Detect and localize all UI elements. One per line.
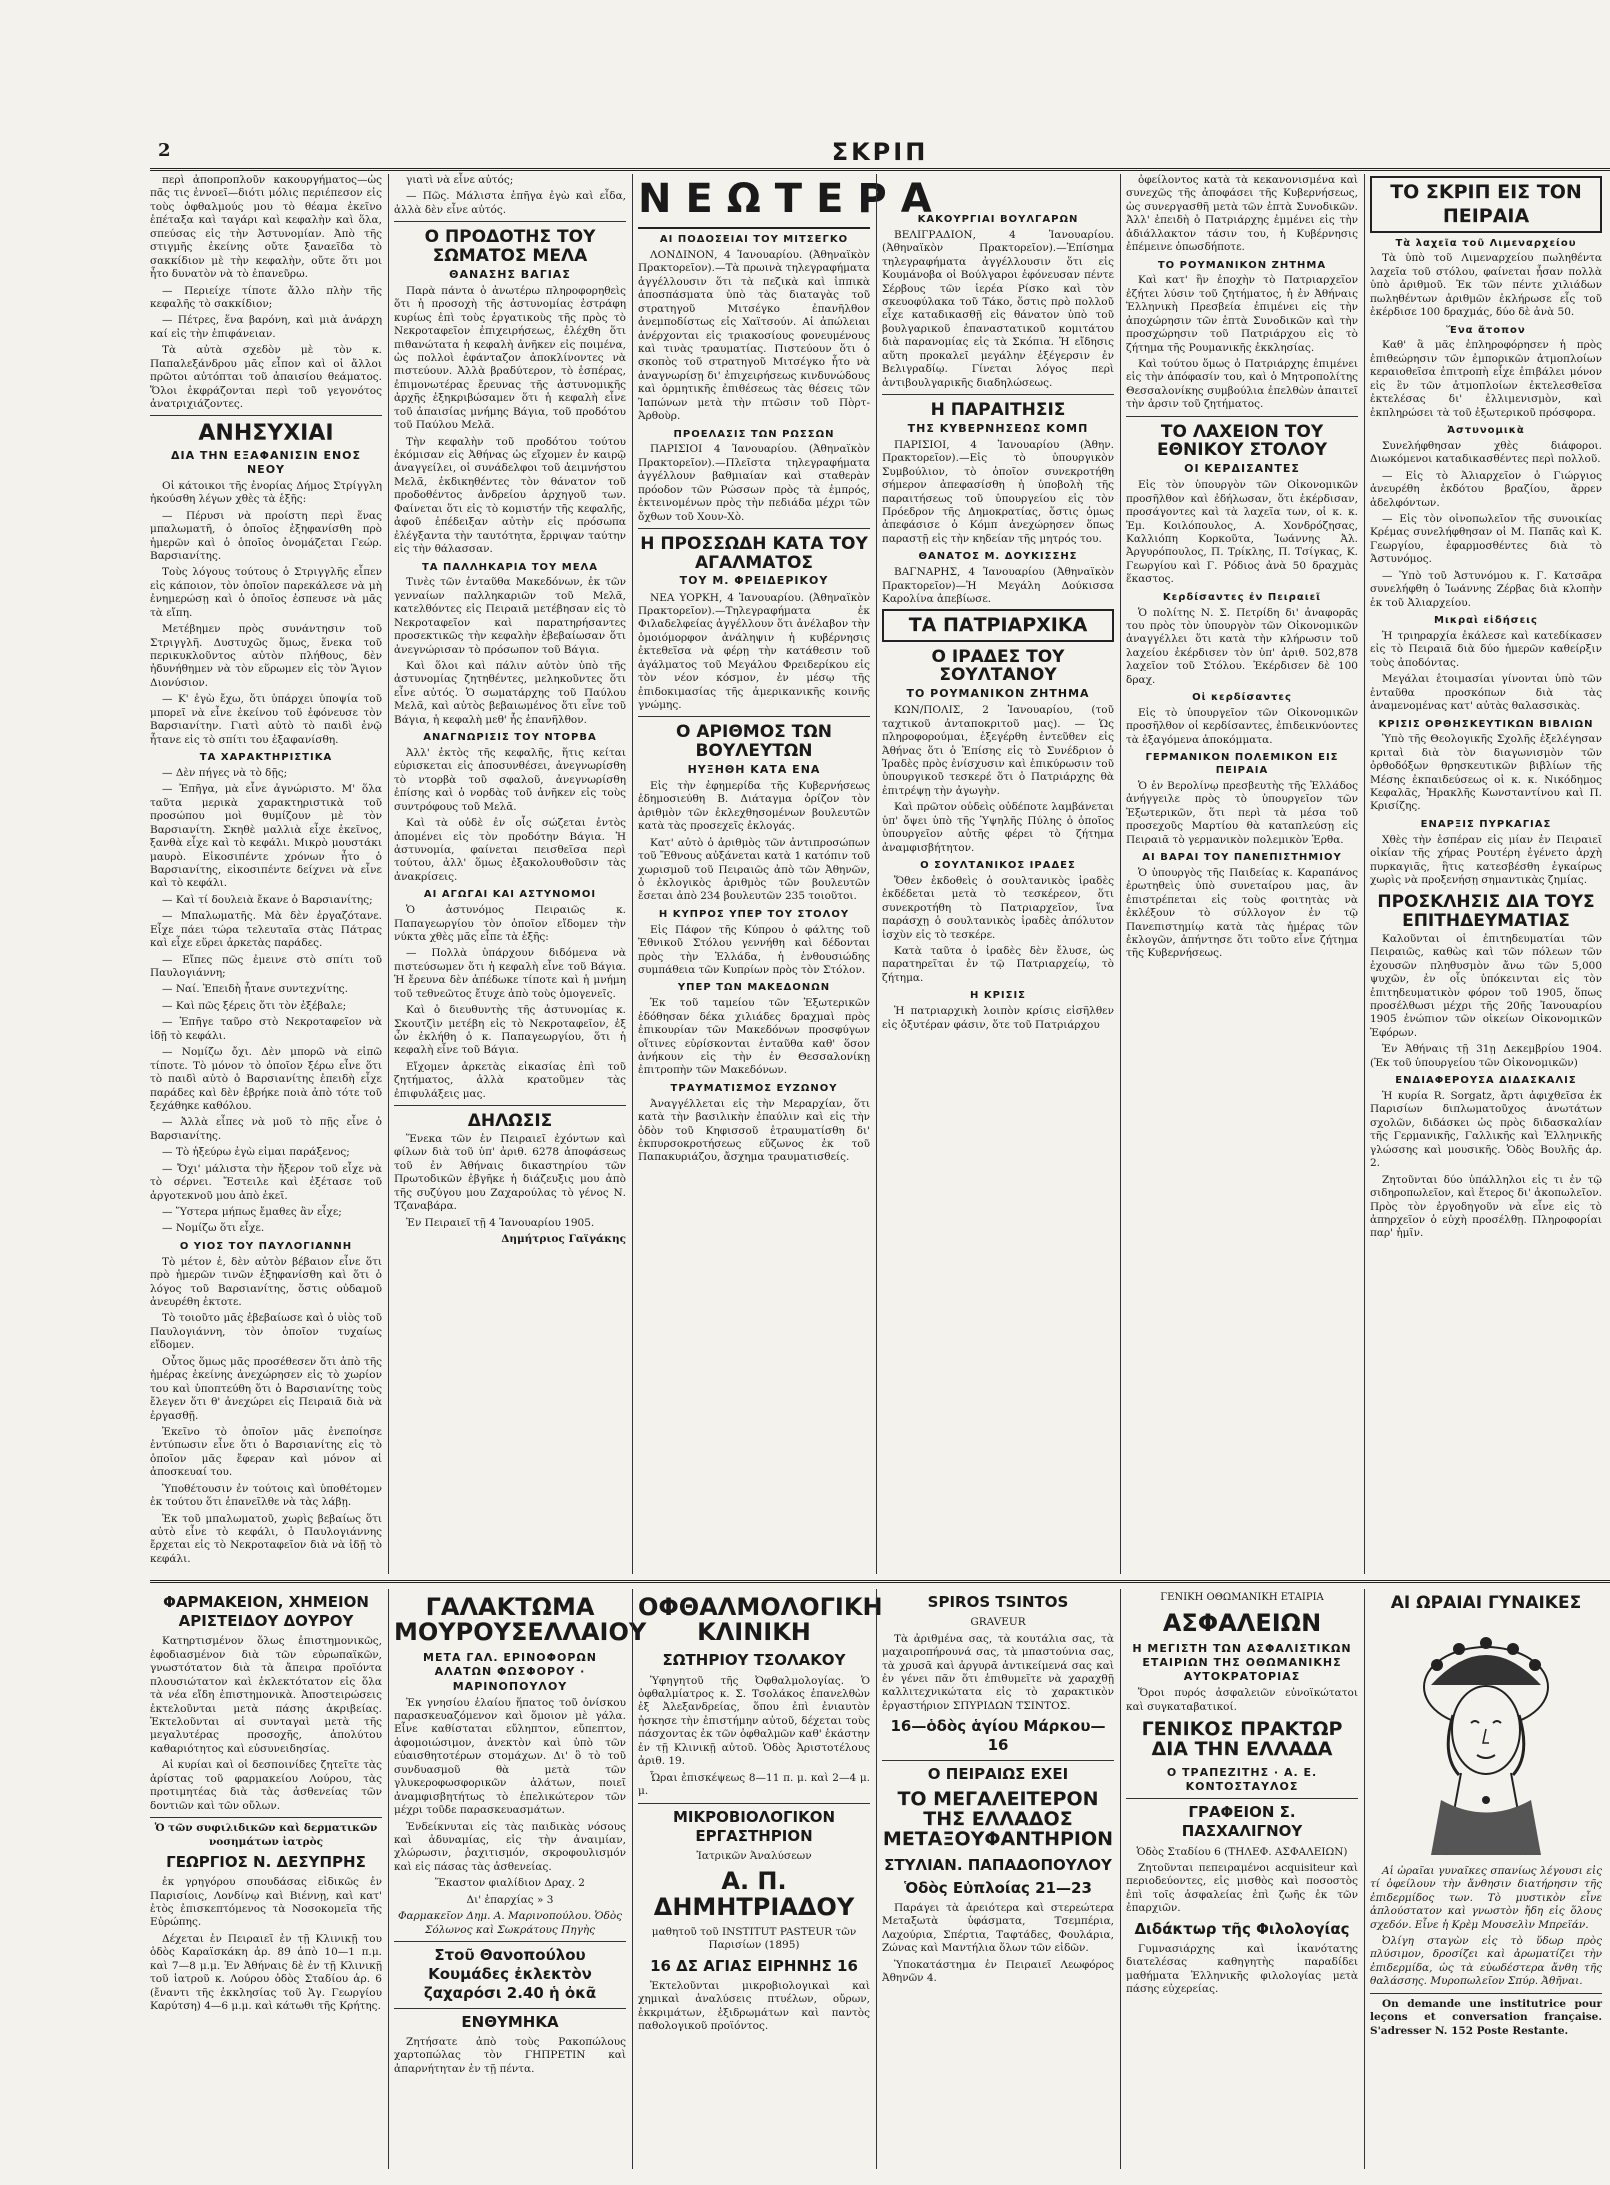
paragraph: Καλοῦνται οἱ ἐπιτηδευματίαι τῶν Πειραιῶς, καθὼς καὶ τῶν πόλεων τῶν ἐχουσῶν πληθυσμὸν ἄνω τῶν 5,000 ψυχῶν, ἐν οἷς ὑπόκεινται εἰς τὸν ἐπιτηδευματικὸν φόρον τοῦ 1905, ὅπως προσέλθωσι μέχρι τῆς 20ῆς Ἰανουαρίου 1905 ἐνώπιον τῶν οἰκείων Οἰκονομικῶν Ἐφόρων. — [1370, 932, 1602, 1039]
ad-text: Ὀλίγη σταγὼν εἰς τὸ ὕδωρ πρὸς πλύσιμον, δροσίζει καὶ ἀρωματίζει τὴν ἐπιδερμίδα, ὡς τὰ εὐωδέστερα ἄνθη τῆς θαλάσσης. Μυροπωλεῖον Σπύρ. Ἀθῆναι. — [1370, 1934, 1602, 1988]
divider — [150, 1817, 382, 1818]
column-rule — [1120, 174, 1121, 1574]
paragraph: Ἐν Ἀθήναις τῇ 31ῃ Δεκεμβρίου 1904. (Ἐκ τοῦ ὑπουργείου τῶν Οἰκονομικῶν) — [1370, 1043, 1602, 1069]
section-heading: ΚΑΚΟΥΡΓΙΑΙ ΒΟΥΛΓΑΡΩΝ — [917, 214, 1079, 225]
paragraph: Τὸ μέτον ἐ, δὲν αὐτὸν βέβαιον εἶνε ὅτι πρὸ ἡμερῶν τινῶν ἐξηφανίσθη καὶ ὅτι ὁ λόγος τοῦ Βαρσιανίτης, ὅστις οὐδαμοῦ ἀνευρέθη ἐκτοτε. — [150, 1255, 382, 1308]
subheadline: ΗΥΞΗΘΗ ΚΑΤΑ ΕΝΑ — [687, 762, 821, 776]
paragraph: — Ναί. Ἐπειδὴ ἦτανε συντεχνίτης. — [162, 983, 348, 996]
divider — [1370, 1993, 1602, 1994]
ad-text: Ἐνδείκνυται εἰς τὰς παιδικὰς νόσους καὶ ἀδυναμίας, εἰς τὴν ἀναιμίαν, χλώρωσιν, ῥαχιτισμόν, σκροφουλισμόν καὶ εἰς πάσας τὰς ἀσθενείας. — [394, 1820, 626, 1873]
section-heading: ΑΙ ΑΓΩΓΑΙ ΚΑΙ ΑΣΤΥΝΟΜΟΙ — [423, 889, 597, 901]
column-rule — [388, 174, 389, 1574]
ad-text: Δέχεται ἐν Πειραιεῖ ἐν τῇ Κλινικῇ του ὁδὸς Καραϊσκάκη ἀρ. 89 ἀπὸ 10—1 π.μ. καὶ 7—8 μ.μ. Ἐν Ἀθήναις δὲ ἐν τῇ Κλινικῇ τοῦ ἰατροῦ κ. Λούρου ὁδὸς Σταδίου ἀρ. 6 (ἔναντι τῆς ἐκκλησίας τοῦ Ἁγ. Γεωργίου Καρύτση) 4—6 μ.μ. καὶ κάτωθι τῆς Κρήτης. — [150, 1932, 382, 2013]
ad-price: Ἕκαστον φιαλίδιον Δραχ. 2 — [435, 1877, 585, 1890]
ad-place: Φαρμακεῖον Δημ. Α. Μαρινοπούλου. Ὁδὸς Σόλωνος καὶ Σωκράτους Πηγὴς — [397, 1910, 623, 1936]
paragraph: Ὁ ἐν Βερολίνῳ πρεσβευτὴς τῆς Ἑλλάδος ἀνήγγειλε πρὸς τὸ ὑπουργεῖον τῶν Ἐξωτερικῶν, ὅτι περὶ τὰ μέσα τοῦ προσεχοῦς Μαρτίου θὰ καταπλεύσῃ εἰς Πειραιᾶ τὸ γερμανικὸν πολεμικὸν Ἐρθα. — [1126, 779, 1358, 846]
section-heading: Μικραὶ εἰδήσεις — [1434, 615, 1538, 627]
section-heading: ΕΝΑΡΞΙΣ ΠΥΡΚΑΓΙΑΣ — [1420, 818, 1552, 830]
ad-text: Παράγει τὰ ἀρειότερα καὶ στερεώτερα Μεταξωτὰ ὑφάσματα, Τσεμπέρια, Λαχούρια, Σπέρτια, Ταφτάδες, Φουλάρια, Ζώνας καὶ Μαντήλια ὅλων τῶν εἰδῶν. — [882, 1902, 1114, 1955]
paragraph: ΛΟΝΔΙΝΟΝ, 4 Ἰανουαρίου. (Ἀθηναϊκὸν Πρακτορεῖον).—Τὰ πρωινὰ τηλεγραφήματα ἀγγέλλουσιν ὅτι τὰ πεζικὰ καὶ ἱππικὰ ἀποσπάσματα ὑπὸ τὰς διαταγὰς τοῦ στρατηγοῦ Μιτσέγκο ἐπανῆλθον ἀνεμποδίστως εἰς Χαϊτσούν. Αἱ ἀπώλειαι ἀνέρχονται εἰς τριακοσίους φονευμένους καὶ τινὰς τραυματίας. Πιστεύουν ὅτι ὁ σκοπὸς τοῦ στρατηγοῦ Μιτσέγκο ἦτο νὰ ἀναγνωρίσῃ δι' ἐπιχειρήσεως κινδυνώδους καὶ ὁρμητικῆς ἐπιθέσεως τὰς θέσεις τῶν Ἰαπώνων μετὰ τὴν πτῶσιν τοῦ Πὸρτ-Ἀρθοὺρ. — [638, 248, 870, 423]
divider — [882, 394, 1114, 395]
woman-portrait-illustration — [1401, 1625, 1571, 1855]
paragraph: — Ἐπῆγε ταῦρο στὸ Νεκροταφεῖον νὰ ἰδῇ τὸ κεφάλι. — [150, 1016, 382, 1042]
column-3 — [638, 174, 946, 1574]
ad-insurance — [1126, 1589, 1358, 2169]
section-heading: ΠΡΟΕΛΑΣΙΣ ΤΩΝ ΡΩΣΣΩΝ — [673, 428, 835, 440]
subheadline: ΤΟΥ Μ. ΦΡΕΙΔΕΡΙΚΟΥ — [679, 574, 829, 588]
column-rule — [876, 174, 877, 1574]
paragraph: Καὶ ὅλοι καὶ πάλιν αὐτὸν ὑπὸ τῆς ἀστυνομίας ζητηθέντες, μεληκοῦντες ὅτι εἶνε αὐτός. Ὁ σωματάρχης τοῦ Παύλου Μελᾶ, καὶ αὐτὸς βεβαιωμένος ὅτι εἶνε τοῦ Βάγια, ἡ κεφαλὴ μεθ' ἧς ἐπανῆλθον. — [394, 659, 626, 726]
ad-name: Α. Π. ΔΗΜΗΤΡΙΑΔΟΥ — [653, 1867, 855, 1921]
section-heading: ΑΝΑΓΝΩΡΙΣΙΣ ΤΟΥ ΝΤΟΡΒΑ — [423, 732, 597, 744]
divider — [394, 1941, 626, 1942]
paragraph: Καὶ πρῶτον οὐδεὶς οὐδέποτε λαμβάνεται ὑπ' ὄψει ὑπὸ τῆς Ὑψηλῆς Πύλης ὁ ὁποῖος ὑπουργεῖον αὐτῆς φέρει τὸ ζήτημα ἀναμφισβήτητον. — [882, 801, 1114, 854]
divider — [638, 716, 870, 717]
ad-name: ΣΩΤΗΡΙΟΥ ΤΣΟΛΑΚΟΥ — [662, 1651, 846, 1670]
paragraph: Καὶ κατ' ἣν ἐποχὴν τὸ Πατριαρχεῖον ἐζήτει λύσιν τοῦ ζητήματος, ἡ ἐν Ἀθήναις Ἑλληνικὴ Πρεσβεία ἐπιμένει εἰς τὴν ἀποχώρησιν τῶν ἑπτὰ Συνοδικῶν καὶ τὴν προσχώρησιν τοῦ Πατριάρχου εἰς τὸ ζήτημα τῆς Ρουμανικῆς ἐκκλησίας. — [1126, 274, 1358, 354]
paragraph: — Πέτρες, ἕνα βαρόνη, καὶ μιὰ ἀνάρχη καί εἰς τὴν ἐπιφάνειαν. — [150, 314, 382, 340]
ad-text: Ζητοῦνται πεπειραμένοι acquisiteur καὶ περιοδεύοντες, εἰς μισθὸς καὶ ποσοστὸς ἐπὶ τοῖς ἀσφαλείας ἐπὶ ζωῆς ἐκ τῶν ἐπαρχιῶν. — [1126, 1861, 1358, 1915]
paragraph: — Ἐπῆγα, μὰ εἶνε ἀγνώριστο. Μ' ὅλα ταῦτα μερικὰ χαρακτηριστικὰ τοῦ προσώπου μοὶ θυμίζουν μὲ τὸν Βαρσιανίτη. Σκηθὲ μαλλιὰ εἶχε ἐκεῖνος, ξανθὰ εἶχε καὶ τὸ κεφάλι. Μικρὸ μουστάκι μαυρὸ. Εἰκοσιπέντε χρόνων ἦτο ὁ Βαρσιανίτης, εἰκοσιπέντε δείχνει νὰ εἶνε καὶ τὸ κεφάλι. — [150, 783, 382, 890]
ad-title: ΑΙ ΩΡΑΙΑΙ ΓΥΝΑΙΚΕΣ — [1390, 1593, 1582, 1613]
section-heading: ΑΙ ΒΑΡΑΙ ΤΟΥ ΠΑΝΕΠΙΣΤΗΜΙΟΥ — [1142, 852, 1342, 864]
column-rule — [876, 1589, 877, 2169]
ad-title: ΜΙΚΡΟΒΙΟΛΟΓΙΚΟΝ ΕΡΓΑΣΤΗΡΙΟΝ — [672, 1807, 836, 1845]
paragraph: Κατὰ ταῦτα ὁ ἰραδὲς δὲν ἔλυσε, ὡς παρατηρεῖται ἐν τῷ Πατριαρχείῳ, τὸ ζήτημα. — [882, 944, 1114, 984]
paragraph: Ἡ κυρία R. Sorgatz, ἄρτι ἀφιχθεῖσα ἐκ Παρισίων διπλωματοῦχος ἀνωτάτων σχολῶν, διδάσκει ὡς πρὸς διδασκαλίαν τῆς Γερμανικῆς, Γαλλικῆς καὶ Ἑλληνικῆς γλώσσης καὶ μουσικῆς. Ὁδὸς Βουλῆς ἀρ. 2. — [1370, 1090, 1602, 1170]
ad-pharmacy — [150, 1589, 382, 2169]
paragraph: ὀφείλοντος κατὰ τὰ κεκανονισμένα καὶ συνεχῶς τῆς ἀποφάσει τῆς Κυβερνήσεως, ὡς συνεργασθῆ μετὰ τῶν ἑπτὰ Συνοδικῶν. Ἀλλ' ἐπειδὴ ὁ Πατριάρχης ἐμμένει εἰς τὴν ἀδιάλλακτον τάσιν του, ἡ Κυβέρνησις ἐπέμεινε ὁπωσδήποτε. — [1126, 174, 1358, 254]
paragraph: — Πολλὰ ὑπάρχουν διδόμενα νὰ πιστεύσωμεν ὅτι ἡ κεφαλὴ εἶνε τοῦ Βάγια. Ἡ ἔρευνα δὲν ἀπέδωκε τίποτε καὶ ἡ μνήμη τοῦ τεθνεῶτος ἔτυχε ἀπὸ τοὺς ὁμογενεῖς. — [394, 947, 626, 1000]
paragraph: Εἰς Πάφον τῆς Κύπρου ὁ φάλτης τοῦ Ἐθνικοῦ Στόλου γεννήθη καὶ δέδονται πρὸς τὴν Ἑλλάδα, ἡ ἐνθουσιώδης συμπάθεια τῶν Κυπρίων πρὸς τὸν Στόλον. — [638, 923, 870, 976]
column-rule — [632, 174, 633, 1574]
paragraph: Κατ' αὐτὸ ὁ ἀριθμὸς τῶν ἀντιπροσώπων τοῦ Ἔθνους αὐξάνεται κατὰ 1 κατόπιν τοῦ χωρισμοῦ τοῦ Πειραιῶς ἀπὸ τῶν Ἀθηνῶν, ὁ ἐκλογικὸς ἀριθμὸς τῶν βουλευτῶν ἔσεται ἀπὸ 234 βουλευτῶν 235 τοιοῦτοι. — [638, 836, 870, 903]
paragraph: γιατὶ νὰ εἶνε αὐτός; — [406, 174, 514, 186]
ad-beautiful-women — [1370, 1589, 1602, 2169]
ad-pretitle: ΓΕΝΙΚΗ ΟΘΩΜΑΝΙΚΗ ΕΤΑΙΡΙΑ — [1160, 1592, 1324, 1603]
paragraph: Καθ' ἃ μᾶς ἐπληροφόρησεν ἡ πρὸς ἐπιθεώρησιν τῶν ἐμπορικῶν ἀτμοπλοίων κεραιοθεῖσα ἐπιτροπὴ εἶχε ἐπιβάλει μόνον εἰς ἓν τῶν ἀτμοπλοίων ἐκτελεσθεῖσα ἐκτελέσας δι' ἐλλιμενισμὸν, καὶ ἐκπληρώσει τὰ τοῦ ἐξωτερικοῦ πρόσφορα. — [1370, 339, 1602, 419]
headline: ΤΟ ΛΑΧΕΙΟΝ ΤΟΥ ΕΘΝΙΚΟΥ ΣΤΟΛΟΥ — [1156, 421, 1328, 461]
ad-text: Αἱ ὡραῖαι γυναῖκες σπανίως λέγουσι εἰς τί ὀφείλουν τὴν ἄνθησιν διατήρησιν τῆς ἐπιδερμίδος των. Τὸ μυστικὸν εἶνε ἀπλούστατον καὶ γνωστὸν ἤδη εἰς ὅλους σχεδόν. Εἶνε ἡ Κρὲμ Μουσελὶν Μπρεϊάν. — [1370, 1864, 1602, 1931]
paragraph: Μεγάλαι ἑτοιμασίαι γίνονται ὑπὸ τῶν ἐνταῦθα προσκόπων διὰ τὰς ἀναμενομένας κατ' αὐτὰς θαλασσικὰς. — [1370, 673, 1602, 713]
headline: Η ΠΡΟΣΣΩΔΗ ΚΑΤΑ ΤΟΥ ΑΓΑΛΜΑΤΟΣ — [640, 534, 868, 573]
ad-heading: ΤΟ ΜΕΓΑΛΕΙΤΕΡΟΝ ΤΗΣ ΕΛΛΑΔΟΣ ΜΕΤΑΞΟΥΦΑΝΤΗΡΙΟΝ — [882, 1787, 1114, 1850]
paragraph: Ἐκ τοῦ ταμείου τῶν Ἐξωτερικῶν ἐδόθησαν δέκα χιλιάδες δραχμαὶ πρὸς ἐπικουρίαν τῶν Μακεδόνων προσφύγων οἵτινες εὑρίσκονται ἐνταῦθα καθ' ὅσον ἀνήκουν εἰς τὴν ἐν Θεσσαλονίκῃ ἐπιτροπὴν τῶν Μακεδόνων. — [638, 997, 870, 1077]
ad-eye-clinic — [638, 1589, 883, 2169]
paragraph: Ὁ ὑπουργὸς τῆς Παιδείας κ. Καραπάνος ἐρωτηθεὶς ὑπὸ συνεταίρου μας, ἂν ἐπιστρέπεται εἰς τοὺς φοιτητὰς νὰ ἐκλέξουν τὸ σύλλογον ἐν τῷ Πανεπιστημίῳ κατὰ τὰς ἡμέρας τῶν ἐκλογῶν, ἀπήντησε ὅτι τοῦτο εἶνε ζήτημα τῆς Κυβερνήσεως. — [1126, 866, 1358, 960]
ad-text: Τὰ ἀριθμένα σας, τὰ κουτάλια σας, τὰ μαχαιροπήρουνά σας, τὰ μπαστούνια σας, τὰ χρυσᾶ καὶ ἀργυρᾶ ἀντικείμενά σας καὶ ἐν γένει πᾶν ὅτι ἐπιθυμεῖτε νὰ χαραχθῇ καλλιτεχνικώτατα εἰς τὸ χαρακτικὸν ἐργαστήριον ΣΠΥΡΙΔΩΝ ΤΣΙΝΤΟΣ. — [882, 1632, 1114, 1712]
paragraph: ΠΑΡΙΣΙΟΙ 4 Ἰανουαρίου. (Ἀθηναϊκὸν Πρακτορεῖον).—Πλεῖστα τηλεγραφήματα ἀγγέλλουν βαθμιαίαν καὶ σταθερὰν πρόοδον τῶν Ρώσσων πρὸς τὰ ἐμπρός, ἐκτεινομένων πρὸς τὴν πεδιάδα μέχρι τῶν ὄχθων τοῦ Χουν-Χὸ. — [638, 443, 870, 523]
ad-name: ΣΤΥΛΙΑΝ. ΠΑΠΑΔΟΠΟΥΛΟΥ — [884, 1855, 1112, 1874]
ad-title: ΦΑΡΜΑΚΕΙΟΝ, ΧΗΜΕΙΟΝ ΑΡΙΣΤΕΙΔΟΥ ΔΟΥΡΟΥ — [163, 1593, 369, 1631]
ad-text: μαθητοῦ τοῦ INSTITUT PASTEUR τῶν Παρισίων (1895) — [651, 1925, 857, 1952]
ad-price: Δι' ἐπαρχίας » 3 — [466, 1893, 554, 1906]
paragraph: — Δὲν πήγες νὰ τὸ δῇς; — [162, 766, 288, 779]
advertisement-section — [150, 1580, 1610, 2178]
ad-text: Αἱ κυρίαι καὶ οἱ δεσποινίδες ζητεῖτε τὰς ἀρίστας τοῦ φαρμακείου Λούρου, τὰς προτιμητέας διὰ τὰς ἀσθενείας τῶν δοντιῶν καὶ τῶν οὔλων. — [150, 1759, 382, 1812]
paragraph: — Εἴπες πῶς ἐμεινε στὸ σπίτι τοῦ Παυλογιάννη; — [150, 953, 382, 980]
column-rule — [1364, 1589, 1365, 2169]
signature: Δημήτριος Γαϊγάκης — [501, 1232, 626, 1245]
paragraph: Καὶ τούτου ὅμως ὁ Πατριάρχης ἐπιμένει εἰς τὴν ἀπόφασίν του, καὶ ὁ Μητροπολίτης Θεσσαλονίκης συμβούλια ἐπελθὼν ἀπαιτεῖ τὴν ἀρσιν τοῦ ζητήματος. — [1126, 358, 1358, 411]
section-heading: ΤΑ ΧΑΡΑΚΤΗΡΙΣΤΙΚΑ — [199, 752, 333, 764]
headline: Ο ΑΡΙΘΜΟΣ ΤΩΝ ΒΟΥΛΕΥΤΩΝ — [676, 722, 832, 762]
subheadline: ΟΙ ΚΕΡΔΙΣΑΝΤΕΣ — [1184, 462, 1300, 476]
paragraph: Καὶ τὰ οὐδὲ ἐν οἷς σώζεται ἐντὸς ἀπομένει εἰς τὸν προδότην Βάγια. Ἡ ἀστυνομία, φαίνεται πεισθεῖσα περὶ τούτου, ἀλλ' ὅμως ἐξακολουθοῦσιν τὰς ἀνακρίσεις. — [394, 817, 626, 883]
section-heading: Ἀστυνομικὰ — [1447, 425, 1525, 437]
paragraph: Ὑποθέτουσιν ἐν τούτοις καὶ ὑποθέτομεν ἐκ τούτου ὅτι ἐπανεῖλθε νὰ τὰς λάβῃ. — [150, 1482, 382, 1509]
column-4 — [882, 174, 1114, 1574]
boxed-headline: ΤΑ ΠΑΤΡΙΑΡΧΙΚΑ — [882, 609, 1114, 641]
ad-text: Ἐκ γνησίου ἐλαίου ἥπατος τοῦ ὀνίσκου παρασκευαζόμενον καὶ ὅμοιον μὲ γάλα. Εἶνε καθίσταται εὔληπτον, εὔπεπτον, ἀφομοιώσιμον, ἀνεκτὸν καὶ ὑπὸ τῶν εὐαισθητοτέρων στομάχων. Δι' ὃ τὸ τοῦ συνδυασμοῦ θὰ μετὰ τῶν γλυκεροφωσφορικῶν ἀλάτων, ποιεῖ ἀναμφισβητήτως τὸ ἐπελικώτερον τῶν μέχρι τοῦδε παρασκευασμάτων. — [394, 1696, 626, 1817]
paragraph: Καὶ ὁ διευθυντὴς τῆς ἀστυνομίας κ. Σκουτζὶν μετέβη εἰς τὸ Νεκροταφεῖον, ἐξ ὧν ἐκλήθη ὁ κ. Παπαγεωργίου, ὅτι ἡ κεφαλὴ εἶνε τοῦ Βάγια. — [394, 1004, 626, 1057]
section-heading: Κερδίσαντες ἐν Πειραιεῖ — [1162, 591, 1322, 603]
section-heading: ΑΙ ΠΟΔΟΣΕΙΑΙ ΤΟΥ ΜΙΤΣΕΓΚΟ — [659, 234, 849, 246]
paragraph: — Νομίζω ὄχι. Δὲν μπορῶ νὰ εἰπῶ τίποτε. Τὸ μόνον τὸ ὁποῖον ξέρω εἶνε ὅτι τὸ παιδὶ αὐτὸ ὁ Βαρσιανίτης ἐπειδὴ εἶχε παράδες καὶ δὲν ἐβρήκε ποιὰ ἀπὸ τότε τοῦ ξεχάθηκε καθόλου. — [150, 1046, 382, 1112]
divider — [394, 1105, 626, 1106]
paragraph: Τὰ ὑπὸ τοῦ Λιμεναρχείου πωληθέντα λαχεῖα τοῦ στόλου, φαίνεται ἦσαν πολλὰ ὑπὸ ἀριθμοῦ. Ἐκ τῶν πέντε χιλιάδων πωληθέντων ἀριθμῶν ἐκλήρωσε εἷς τοῦ ἐκέρδισε 100 δραχμάς, δύο δὲ ἀνὰ 50. — [1370, 252, 1602, 319]
paragraph: — Ὕστερα μήπως ἔμαθες ἂν εἶχε; — [162, 1206, 342, 1219]
subheadline: ΘΑΝΑΣΗΣ ΒΑΓΙΑΣ — [449, 267, 571, 281]
paragraph: Ἀλλ' ἐκτὸς τῆς κεφαλῆς, ἥτις κείται εὑρισκεται εἰς ἀποσυνθέσει, ἀνεγνωρίσθη τὸ ντορβὰ τοῦ σφαλοῦ, ἀνεγνωρίσθη ἐπίσης καὶ ὁ νορδὰς τοῦ ἀνῆκεν εἰς τοὺς συντρόφους τοῦ Μελᾶ. — [394, 746, 626, 813]
paragraph: — Νομίζω ὅτι εἶχε. — [162, 1222, 265, 1235]
ad-text: Ζητήσατε ἀπὸ τοὺς Ρακοπώλους χαρτοπώλας τὸν ΓΗΠΡΕΤΙΝ καὶ ἀπαρνήτηταν ἐν τῇ πέντα. — [394, 2035, 626, 2075]
paragraph: Εἰς τὸν ὑπουργὸν τῶν Οἰκονομικῶν προσῆλθον καὶ ἐδήλωσαν, ὅτι ἐκέρδισαν, προσάγοντες καὶ τὰ λαχεῖα των, οἱ κ. κ. Ἐμ. Κοιλόπουλος, Α. Χονδρόζησας, Καλλιόπη Κορκοῦτα, Ἰωάννης Ἀλ. Ἀργυρόπουλος, Π. Τρίκλης, Π. Τσίγκας, Κ. Γεωργίου καὶ Γ. Ρόδιος ἀνὰ 50 δραχμὰς ἕκαστος. — [1126, 479, 1358, 586]
ad-text: Γυμνασιάρχης καὶ ἱκανότατης διατελέσας καθηγητὴς παραδίδει μαθήματα Ἑλληνικῆς φιλολογίας μετὰ πάσης εὐχερείας. — [1126, 1942, 1358, 1996]
boxed-headline: ΤΟ ΣΚΡΙΠ ΕΙΣ ΤΟΝ ΠΕΙΡΑΙΑ — [1370, 176, 1602, 233]
section-banner: ΝΕΩΤΕΡΑ — [638, 174, 870, 229]
paragraph: ΚΩΝ/ΠΟΛΙΣ, 2 Ἰανουαρίου, (τοῦ ταχτικοῦ ἀνταποκριτοῦ μας). — Ὡς πληροφορούμαι, ἐξεγέρθη ἐντεῦθεν εἰς Ἀθήνας ὅτι ὁ Ἐπίσης εἰς τὸ Συνέδριον ὁ Ἰραδὲς πρὸς ἐνίσχυσιν καὶ ἐπικύρωσιν τοῦ ὑπουργικοῦ τεσκερέ ὅτι ὁ Πατριάρχης θὰ ἐπιτρέψῃ τὴν ἀγωγὴν. — [882, 704, 1114, 797]
paragraph: Ὁ ἀστυνόμος Πειραιῶς κ. Παπαγεωργίου τὸν ὁποῖον εἴδομεν τὴν νύκτα χθὲς μᾶς εἶπε τὰ ἑξῆς: — [394, 904, 626, 943]
section-heading: Ο ΥΙΟΣ ΤΟΥ ΠΑΥΛΟΓΙΑΝΝΗ — [179, 1240, 353, 1252]
divider — [1126, 1798, 1358, 1799]
paragraph: Οἱ κάτοικοι τῆς ἐνορίας Δήμος Στρίγγλη ἠκούσθη λέγων χθὲς τὰ ἑξῆς: — [150, 479, 382, 506]
paragraph: — Κ' ἐγὼ ἔχω, ὅτι ὑπάρχει ὑποψία τοῦ μπορεῖ νὰ εἶνε ἐκείνου τοῦ ἐφόνευσε τὸν Βαρσιανίτην. Γιατὶ αὐτὸ τὸ παιδὶ ἐνῷ ἦτανε εἰς τὸ σπίτι του ἐξαφανίσθη. — [150, 693, 382, 746]
paragraph: — Ἀλλὰ εἶπες νὰ μοῦ τὸ πῇς εἶνε ὁ Βαρσιανίτης. — [150, 1116, 382, 1142]
paragraph: Εἴχομεν ἀρκετὰς εἰκασίας ἐπὶ τοῦ ζητήματος, ἀλλὰ κρατοῦμεν τὰς ἐπιφυλάξεις μας. — [394, 1060, 626, 1100]
paragraph: ΒΕΛΙΓΡΑΔΙΟΝ, 4 Ἰανουαρίου. (Ἀθηναϊκὸν Πρακτορεῖον).—Ἐπίσημα τηλεγραφήματα ἀγγέλλουσιν ὅτι εἰς Κουμάνοβα οἱ Βούλγαροι ἐφόνευσαν πέντε Σέρβους τῶν ἱερέα Ρίσκο καὶ τὸν σκευοφύλακα τοῦ Τάκο, ὅστις πρὸ πολλοῦ εἶχε καταδικασθῇ εἰς θάνατον ὑπὸ τοῦ βουλγαρικοῦ ἐπαναστατικοῦ κομιτάτου διὰ παρανομίας εἰς τὰ Σκόπια. Ἡ εἴδησις αὕτη προκαλεῖ μεγάλην ἐξέγερσιν ἐν Βελιγραδίῳ. Γίνεται λόγος περὶ ἀντιβουλγαρικῆς διαδηλώσεως. — [882, 228, 1114, 389]
ad-text: Ὅροι πυρός ἀσφαλειῶν εὐνοϊκώτατοι καὶ συγκαταβατικοί. — [1126, 1687, 1358, 1713]
headline: ΔΗΛΩΣΙΣ — [467, 1111, 553, 1132]
paragraph: — Πέρυσι νὰ προίστη περὶ ἕνας μπαλωματῆ, ὁ ὁποῖος ἐξηφανίσθη πρὸ ἡμερῶν καὶ ὁ ὁποῖος ὀνομάζεται Γεώρ. Βαρσιανίτης. — [150, 509, 382, 562]
paragraph: Τινὲς τῶν ἐνταῦθα Μακεδόνων, ἐκ τῶν γενναίων παλληκαριῶν τοῦ Μελᾶ, κατελθόντες εἰς Πειραιᾶ μετέβησαν εἰς τὸ Νεκροταφεῖον καὶ παρατηρήσαντες προσεκτικῶς τὴν κεφαλὴν ἐβεβαίωσαν ὅτι ἀνεγνώρισαν τὸ πρόσωπον τοῦ Βάγια. — [394, 576, 626, 656]
ad-title: ΑΣΦΑΛΕΙΩΝ — [1162, 1608, 1322, 1637]
divider — [1126, 416, 1358, 417]
masthead — [150, 140, 1610, 171]
paragraph: Οὗτος ὅμως μᾶς προσέθεσεν ὅτι ἀπὸ τῆς ἡμέρας ἐκείνης ἀνεχώρησεν εἰς τὸ χωρίον του καὶ ὑποπτεύθη ὅτι ὁ Βαρσιανίτης τοὺς ἔλεγεν ὅτι θ' ἀνεχώρει εἰς Πειραιᾶ διὰ νὰ ἐργασθῇ. — [150, 1355, 382, 1422]
paragraph: — Ὄχι' μάλιστα τὴν ἤξερον τοῦ εἶχε νὰ τὸ σέρνει. Ἔστειλε καὶ ἐξέτασε τοῦ ἀργοτεκνοῦ μου ἀπὸ ἐκεῖ. — [150, 1162, 382, 1202]
section-heading: Η ΚΡΙΣΙΣ — [969, 990, 1027, 1002]
column-5 — [1126, 174, 1358, 1574]
paragraph: Εἰς τὴν ἐφημερίδα τῆς Κυβερνήσεως ἐδημοσιεύθη Β. Διάταγμα ὁρίζον τὸν ἀριθμὸν τῶν ἐκλεχθησομένων βουλευτῶν κατὰ τὰς προσεχεῖς ἐκλογάς. — [638, 779, 870, 833]
subheadline: ΔΙΑ ΤΗΝ ΕΞΑΦΑΝΙΣΙΝ ΕΝΟΣ ΝΕΟΥ — [170, 448, 362, 476]
divider — [638, 528, 870, 529]
divider — [394, 2008, 626, 2009]
column-rule — [388, 1589, 389, 2169]
paragraph: Ὑπὸ τῆς Θεολογικῆς Σχολῆς ἐξελέγησαν κριταὶ διὰ τὸν διαγωνισμὸν τῶν ὀρθοδόξων θρησκευτικῶν βιβλίων τῆς Μέσης ἐκπαιδεύσεως οἱ κ. κ. Νικόδημος Κεφαλᾶς, Ἡρακλῆς Κωνσταντίνου καὶ Π. Κρισίζης. — [1370, 733, 1602, 813]
paragraph: — Καὶ πῶς ξέρεις ὅτι τὸν ἐξέβαλε; — [162, 999, 347, 1012]
paragraph: ΒΑΓΝΑΡΗΣ, 4 Ἰανουαρίου (Ἀθηναϊκὸν Πρακτορεῖον)—Ἡ Μεγάλη Δούκισσα Καρολίνα ἀπεβίωσε. — [882, 566, 1114, 605]
paragraph: — Μπαλωματῆς. Μὰ δὲν ἐργαζότανε. Εἶχε πάει τώρα τελευταῖα στὰς Πάτρας καὶ εἶχε εὕρει ἀρκετὰς παράδες. — [150, 910, 382, 950]
headline: Ο ΙΡΑΔΕΣ ΤΟΥ ΣΟΥΛΤΑΝΟΥ — [931, 646, 1065, 686]
paragraph: Εἰς τὸ ὑπουργεῖον τῶν Οἰκονομικῶν προσῆλθον οἱ κερδίσαντες, ἐπιδεικνύοντες τὰ ἐξαγόμενα ἀποκόμματα. — [1126, 706, 1358, 746]
ad-subtitle: Ο ΤΡΑΠΕΖΙΤΗΣ · Α. Ε. ΚΟΝΤΟΣΤΑΥΛΟΣ — [1166, 1765, 1318, 1794]
section-heading: ΤΟ ΡΟΥΜΑΝΙΚΟΝ ΖΗΤΗΜΑ — [1157, 259, 1327, 271]
newspaper-page — [150, 140, 1610, 2175]
section-heading: Οἱ κερδίσαντες — [1192, 692, 1292, 704]
paragraph: Τοὺς λόγους τούτους ὁ Στριγγλῆς εἶπεν εἰς κάποιον, τὸν ὁποῖον παρεκάλεσε νὰ μὴ ἐνημερώσῃ καὶ ὁ ὁποῖος ἐσπευσε νὰ μᾶς τὰ εἴπη. — [150, 566, 382, 619]
ad-highlight: Στοῦ Θανοπούλου Κουμάδες ἐκλεκτὸν ζαχαρόσι 2.40 ἡ ὀκᾶ — [423, 1946, 597, 2003]
paragraph: Μετέβημεν πρὸς συνάντησιν τοῦ Στριγγλῆ. Δυστυχῶς ὅμως, ἕνεκα τοῦ περικυκλοῦντος αὐτὸν πλήθους, δὲν ἠδυνήθημεν νὰ τὸν εὕρωμεν εἰς τὸν Ἅγιον Διονύσιον. — [150, 623, 382, 689]
paragraph: Τὰ αὐτὰ σχεδὸν μὲ τὸν κ. Παπαλεξάνδρου μᾶς εἶπον καὶ οἱ ἄλλοι πρῶτοι αὐτόπται τοῦ ἀπαισίου θεάματος. Ὅλοι ἐκφράζονται περὶ τοῦ γεγονότος ἀνατριχιάζοντες. — [150, 344, 382, 410]
column-2 — [394, 174, 626, 1574]
headline: Ο ΠΡΟΔΟΤΗΣ ΤΟΥ ΣΩΜΑΤΟΣ ΜΕΛΑ — [424, 227, 596, 266]
ad-text: On demande une institutrice pour leçons et conversation française. S'adresser N. 152 Poste Restante. — [1370, 1997, 1602, 2037]
ad-emulsion — [394, 1589, 647, 2169]
paragraph: ΝΕΑ ΥΟΡΚΗ, 4 Ἰανουαρίου. (Ἀθηναϊκὸν Πρακτορεῖον).—Τηλεγραφήματα ἐκ Φιλαδελφείας ἀγγέλλουν ὅτι ἀνέλαβον τὴν ὁμοιόμορφον ἀνάληψιν ἡ κυβέρνησις ἐκτεθεῖσα νὰ φέρῃ τὴν κατάθεσιν τοῦ ἀγάλματος τοῦ Μεγάλου Φρειδερίκου εἰς τὸν νέον κόσμον, ἐν μέσῳ τῆς ἐπιδοκιμασίας τῆς ἀμερικανικῆς κοινῆς γνώμης. — [638, 591, 870, 712]
paragraph: Τὴν κεφαλὴν τοῦ προδότου τούτου ἐκόμισαν εἰς Ἀθήνας ὡς εἴχομεν ἐν καιρῷ ἀναγγείλει, οἱ συνάδελφοι τοῦ ἀειμνήστου Μελᾶ, ἐκδικηθέντες τὸν θάνατον τοῦ προδοθέντος ἀνδρείου ἀρχηγοῦ των. Φαίνεται ὅτι εἰς τὸ κομιστήν τῆς κεφαλῆς, ἀφοῦ ἐπέδειξαν αὐτὴν εἰς πρόσωπα ἐλέγξαντα τὴν ταυτότητα, ἔρριψαν ταύτην εἰς τὴν θάλασσαν. — [394, 435, 626, 556]
ad-slogan: Ὁ τῶν συφιλιδικῶν καὶ δερματικῶν νοσημάτων ἰατρὸς — [154, 1822, 378, 1848]
section-heading: ΘΑΝΑΤΟΣ Μ. ΔΟΥΚΙΣΣΗΣ — [918, 551, 1078, 563]
newspaper-title: ΣΚΡΙΠ — [831, 138, 929, 166]
divider — [882, 1760, 1114, 1761]
paragraph: — Καὶ τί δουλειὰ ἔκανε ὁ Βαρσιανίτης; — [162, 893, 373, 906]
ad-text: ἐκ γρηγόρου σπουδάσας εἰδικῶς ἐν Παρισίοις, Λονδίνῳ καὶ Βιέννῃ, καὶ κατ' ἐτὸς ἐπισκεπτόμενος τὰ Νοσοκομεῖα τῆς Εὐρώπης. — [150, 1876, 382, 1929]
ad-title: SPIROS TSINTOS — [927, 1593, 1069, 1611]
paragraph: — Πῶς. Μάλιστα ἐπῆγα ἐγὼ καὶ εἶδα, ἀλλὰ δὲν εἶνε αὐτός. — [394, 190, 626, 216]
section-heading: Ἕνα ἄτοπον — [1446, 324, 1526, 336]
ad-text: Ὑποκατάστημα ἐν Πειραιεῖ Λεωφόρος Ἀθηνῶν 4. — [882, 1958, 1114, 1985]
paragraph: ΠΑΡΙΣΙΟΙ, 4 Ἰανουαρίου (Ἀθην. Πρακτορεῖον).—Εἰς τὸ ὑπουργικὸν Συμβούλιον, τὸ ὁποῖον συνεκροτήθη σήμερον ἀπεφασίσθη ἡ ὑποβολὴ τῆς παραιτήσεως τοῦ ὑπουργείου εἰς τὸν Πρόεδρον τῆς Δημοκρατίας, ὅστις ὁμως ἀπεφάσισε ὁ Κόμπ ἀνεχώρησεν ὅπως παραστῇ εἰς τὴν κηδείαν τῆς μητρός του. — [882, 438, 1114, 545]
paragraph: Ζητοῦνται δύο ὑπάλληλοι εἰς τι ἐν τῷ σιδηροπωλεῖον, καὶ ἕτερος δι' ἀκοπωλεῖον. Πρὸς τὸν ἐργοδηγοῦν νὰ εἶνε εἰς τὸ ἀπηρχεῖον ὁ εὐχὴ προσέλθῃ. Πληροφορίαι παρ' ἡμῖν. — [1370, 1173, 1602, 1240]
paragraph: περὶ ἀποπροπλοῦν κακουργήματος—ὡς πᾶς τις ἐννοεῖ—διότι μόλις περιέπεσον εἰς τοὺς ὀφθαλμούς μου τὸ θέαμα ἐκεῖνο ἐπέταξα καὶ ταγάρι καὶ κεφαλὴν καὶ ὅλα, σπεύσας εἰς τὴν Ἀστυνομίαν. Ἀπὸ τῆς στιγμῆς ἐκείνης οὔτε ξαναεῖδα τὸ σακκίδιον μὲ τὴν κεφαλὴν, οὔτε ὅτι μοι ἦτο δυνατὸν νὰ τὸ ἐπανεῦρω. — [150, 174, 382, 281]
section-heading: ΕΝΔΙΑΦΕΡΟΥΣΑ ΔΙΔΑΣΚΑΛΙΣ — [1395, 1075, 1577, 1087]
paragraph: Ἐκ τοῦ μπαλωματοῦ, χωρὶς βεβαίως ὅτι αὐτὸ εἶνε τὸ κεφάλι, ὁ Παυλογιάννης ἔρχεται εἰς τὸ Νεκροταφεῖον διὰ νὰ ἰδῇ τὸ κεφάλι. — [150, 1512, 382, 1565]
paragraph: — Εἰς τὸ Ἀλιαρχεῖον ὁ Γιώργιος ἀνευρέθη ἐκδότου βραζίου, ἄρρεν ἀδελφόντων. — [1370, 469, 1602, 509]
section-heading: ΤΑ ΠΑΛΛΗΚΑΡΙΑ ΤΟΥ ΜΕΛΑ — [421, 561, 599, 573]
section-heading: Η ΚΥΠΡΟΣ ΥΠΕΡ ΤΟΥ ΣΤΟΛΟΥ — [658, 908, 850, 920]
paragraph: Ἐκεῖνο τὸ ὁποῖον μᾶς ἐνεποίησε ἐντύπωσιν εἶνε ὅτι ὁ Βαρσιανίτης εἰς τὸ ὁποῖον μᾶς ἔφεραν καὶ μόνον αἰ ἀποσκευαί του. — [150, 1425, 382, 1479]
headline: ΑΝΗΣΥΧΙΑΙ — [198, 421, 334, 447]
column-1 — [150, 174, 382, 1574]
ad-text: Ἐκτελοῦνται μικροβιολογικαὶ καὶ χημικαὶ ἀναλύσεις πτυέλων, οὔρων, ἐκκριμάτων, ἐξιδρωμάτων καὶ παντὸς παθολογικοῦ προϊόντος. — [638, 1979, 870, 2033]
section-heading: ΤΡΑΥΜΑΤΙΣΜΟΣ ΕΥΖΩΝΟΥ — [670, 1082, 838, 1094]
headline: Η ΠΑΡΑΙΤΗΣΙΣ — [930, 400, 1066, 421]
paragraph: Ὅθεν ἐκδοθεὶς ὁ σουλτανικὸς ἰραδὲς ἐκδέδεται μετὰ τὸ τεσκέρεον, ὅτι συνεκροτήθη τὸ Πατριαρχεῖον, ἵνα παράσχῃ ὁ σουλτανικὸς ἰραδὲς ἀπόλυτον ἰσχὺν εἰς τὸ τεσκέρε. — [882, 874, 1114, 941]
paragraph: Συνελήφθησαν χθὲς διάφοροι. Διωκόμενοι καταδικασθέντες περὶ πολλοῦ. — [1370, 439, 1602, 466]
section-heading: Ο ΣΟΥΛΤΑΝΙΚΟΣ ΙΡΑΔΕΣ — [920, 860, 1076, 871]
paragraph: Παρὰ πάντα ὁ ἀνωτέρω πληροφορηθεὶς ὅτι ἡ προσοχὴ τῆς ἀστυνομίας ἐστράφη κυρίως ἐπὶ τοὺς ἐργατικοὺς τῆς πρὸς τὸ Νεκροταφεῖον ἐπιχειρήσεως, ἐλέχθη ὅτι πιθανώτατα ἡ κεφαλὴ ἀνῆκεν εἰς ποιμένα, ὡς πολλοὶ ἐφάνταζον ἀποκλίνοντες νὰ πιστεύουν. Ἀλλὰ βραδύτερον, τὸ ἑσπέρας, ἐπιμονωτέρας ἔρευνας τῆς ἀστυνομικῆς ἀρχῆς ἐξηκριβώσαμεν ὅτι ἡ κεφαλὴ εἶνε τοῦ ἀπαισίας μνήμης Βάγια, τοῦ προδότου τοῦ Παύλου Μελᾶ. — [394, 284, 626, 432]
ad-subtitle: Ἰατρικῶν Ἀναλύσεων — [696, 1849, 812, 1862]
section-heading: ΥΠΕΡ ΤΩΝ ΜΑΚΕΔΟΝΩΝ — [677, 982, 831, 994]
page-number: 2 — [158, 140, 171, 161]
column-6 — [1370, 174, 1602, 1574]
paragraph: Ἐν Πειραιεῖ τῇ 4 Ἰανουαρίου 1905. — [406, 1216, 595, 1229]
ad-title: ΓΑΛΑΚΤΩΜΑ ΜΟΥΡΟΥΣΕΛΛΑΙΟΥ — [394, 1593, 647, 1647]
column-rule — [632, 1589, 633, 2169]
ad-text: Κατηρτισμένον ὅλως ἐπιστημονικῶς, ἐφοδιασμένον διὰ τῶν εὐρωπαϊκῶν, γνωστότατον διὰ τὰ ἄπειρα προϊόντα πλουσιώτατον καὶ ἐκλεκτότατον εἰς ὅλα τὰ νέα εἴδη ἐπιστημονικὰ. Ἀποστειρώσεις ἐκτελοῦνται μετὰ πάσης ἀκριβείας. Ἐκτελοῦνται αἱ συνταγαὶ μετὰ τῆς μεγαλυτέρας προσοχῆς, ἀπολύτου καθαριότητος καὶ εὐσυνειδησίας. — [150, 1635, 382, 1755]
ad-heading: Ο ΠΕΙΡΑΙΩΣ ΕΧΕΙ — [927, 1764, 1069, 1783]
headline: ΠΡΟΣΚΛΗΣΙΣ ΔΙΑ ΤΟΥΣ ΕΠΙΤΗΔΕΥΜΑΤΙΑΣ — [1377, 892, 1595, 932]
paragraph: Ἕνεκα τῶν ἐν Πειραιεῖ ἐχόντων καὶ φίλων διὰ τοῦ ὑπ' ἀριθ. 6278 ἀποφάσεως τοῦ ἐν Ἀθήναις δικαστηρίου τῶν Πρωτοδικῶν ἐβγῆκε ἡ διάζευξις μου ἀπὸ τῆς συζύγου μου Ζαχαρούλας τὸ γένος Ν. Τζαναβάρα. — [394, 1132, 626, 1213]
column-rule — [1364, 174, 1365, 1574]
section-heading: Τὰ λαχεῖα τοῦ Λιμεναρχείου — [1395, 237, 1577, 249]
paragraph: — Εἰς τὸν οἰνοπωλεῖον τῆς συνοικίας Κρέμας συνελήφθησαν οἱ Μ. Παπᾶς καὶ Κ. Γεωργίου, ἐφαρμοσθέντες διὰ τὸ Ἀστυνόμος. — [1370, 513, 1602, 566]
ad-text: Ὧραι ἐπισκέψεως 8—11 π. μ. καὶ 2—4 μ. μ. — [638, 1771, 870, 1798]
ad-name: ΓΕΩΡΓΙΟΣ Ν. ΔΕΣΥΠΡΗΣ — [166, 1852, 366, 1871]
ad-text: Ὑφηγητοῦ τῆς Ὀφθαλμολογίας. Ὁ ὀφθαλμίατρος κ. Σ. Τσολάκος ἐπανελθὼν ἐξ Ἀλεξανδρείας, ὅπου ἐπὶ ἐνιαυτὸν ἠσκησε τὴν ἐπιστήμην αὐτοῦ, δέχεται τοὺς πάσχοντας ἐκ τῶν ὀφθαλμῶν καθ' ἑκάστην ἐν τῇ Κλινικῇ αὐτοῦ. Ὁδὸς Ἀριστοτέλους ἀριθ. 19. — [638, 1674, 870, 1768]
paragraph: — Ὑπὸ τοῦ Ἀστυνόμου κ. Γ. Κατσᾶρα συνελήφθη ὁ Ἰωάννης Ζέρβας διὰ κλοπὴν ἐκ τοῦ Ἀλιαρχείου. — [1370, 569, 1602, 609]
ad-engraver — [882, 1589, 1114, 2169]
divider — [150, 415, 382, 416]
divider — [394, 221, 626, 222]
ad-title: ΟΦΘΑΛΜΟΛΟΓΙΚΗ ΚΛΙΝΙΚΗ — [638, 1593, 883, 1647]
paragraph: Ὁ πολίτης Ν. Σ. Πετρίδη δι' ἀναφορᾶς του πρὸς τὸν ὑπουργὸν τῶν Οἰκονομικῶν ἀναγγέλλει ὅτι κατὰ τὴν κλήρωσιν τοῦ λαχείου ἐκέρδισεν τὸν ὑπ' ἀριθ. 502,878 λαχεῖον τοῦ Στόλου. Ἐκέρδισεν δὲ 100 δραχ. — [1126, 606, 1358, 686]
ad-heading: ΓΕΝΙΚΟΣ ΠΡΑΚΤΩΡ ΔΙΑ ΤΗΝ ΕΛΛΑΔΑ — [1141, 1718, 1343, 1761]
paragraph: Τὸ τοιοῦτο μᾶς ἐβεβαίωσε καὶ ὁ υἱὸς τοῦ Παυλογιάννη, τὸν ὁποῖον τυχαίως εἴδομεν. — [150, 1312, 382, 1352]
subheadline: ΤΟ ΡΟΥΜΑΝΙΚΟΝ ΖΗΤΗΜΑ — [906, 687, 1090, 701]
ad-subtitle: ΜΕΤΑ ΓΑΛ. ΕΡΙΝΟΦΟΡΩΝ ΑΛΑΤΩΝ ΦΩΣΦΟΡΟΥ · ΜΑΡΙΝΟΠΟΥΛΟΥ — [423, 1651, 597, 1693]
paragraph: — Περιείχε τίποτε ἄλλο πλὴν τῆς κεφαλῆς τὸ σακκίδιον; — [150, 284, 382, 310]
section-heading: ΓΕΡΜΑΝΙΚΟΝ ΠΟΛΕΜΙΚΟΝ ΕΙΣ ΠΕΙΡΑΙΑ — [1145, 752, 1339, 777]
ad-address: 16 ΔΣ ΑΓΙΑΣ ΕΙΡΗΝΗΣ 16 — [650, 1956, 858, 1975]
ad-address: Ὁδὸς Εὐπλοίας 21—23 — [904, 1878, 1092, 1897]
ad-address: Ὁδὸς Σταδίου 6 (ΤΗΛΕΦ. ΑΣΦΑΛΕΙΩΝ) — [1136, 1845, 1348, 1858]
ad-subtitle: Η ΜΕΓΙΣΤΗ ΤΩΝ ΑΣΦΑΛΙΣΤΙΚΩΝ ΕΤΑΙΡΙΩΝ ΤΗΣ ΟΘΩΜΑΝΙΚΗΣ ΑΥΤΟΚΡΑΤΟΡΙΑΣ — [1132, 1641, 1352, 1684]
paragraph: Ἡ τριηραρχία ἐκάλεσε καὶ κατεδίκασεν εἰς τὸ Πειραιᾶ διὰ δύο ἡμερῶν καθείρξιν τοὺς ἀποδόντας. — [1370, 629, 1602, 669]
ad-subtitle: GRAVEUR — [970, 1616, 1026, 1629]
subheadline: ΤΗΣ ΚΥΒΕΡΝΗΣΕΩΣ ΚΟΜΠ — [907, 421, 1089, 435]
ad-address: 16—ὁδὸς ἁγίου Μάρκου—16 — [890, 1717, 1106, 1755]
paragraph: Ἡ πατριαρχικὴ λοιπὸν κρίσις εἰσῆλθεν εἰς ὀξυτέραν φάσιν, ὅτε τοῦ Πατριάρχου — [882, 1005, 1114, 1031]
paragraph: Χθὲς τὴν ἑσπέραν εἰς μίαν ἐν Πειραιεῖ οἰκίαν τῆς χήρας Ρουτέρη ἐγένετο ἀρχὴ πυρκαγιᾶς, ἣτις κατεσβέσθη ἐγκαίρως χωρὶς νὰ προξενήσῃ σημαντικὰς ζημίας. — [1370, 833, 1602, 887]
ad-heading: ΕΝΘΥΜΗΚΑ — [461, 2012, 559, 2031]
column-rule — [1120, 1589, 1121, 2169]
divider — [638, 1803, 870, 1804]
section-heading: ΚΡΙΣΙΣ ΟΡΘΗΣΚΕΥΤΙΚΩΝ ΒΙΒΛΙΩΝ — [1378, 718, 1594, 730]
paragraph: — Τὸ ἠξεύρω ἐγὼ εἰμαι παράξενος; — [162, 1146, 350, 1159]
ad-heading: Διδάκτωρ τῆς Φιλολογίας — [1134, 1919, 1350, 1938]
ad-heading: ΓΡΑΦΕΙΟΝ Σ. ΠΑΣΧΑΛΙΓΝΟΥ — [1181, 1803, 1303, 1841]
paragraph: Ἀναγγέλλεται εἰς τὴν Μεραρχίαν, ὅτι κατὰ τὴν βασιλικὴν ἐπαύλιν καὶ εἰς τὴν ὁδὸν τοῦ Κηφισσοῦ ἐτραυματίσθη δι' ἐκπυρσοκροτήσεως εὔζωνος ἐκ τοῦ Παπακυριάζου, ἄσχημα τραυματισθείς. — [638, 1097, 870, 1164]
